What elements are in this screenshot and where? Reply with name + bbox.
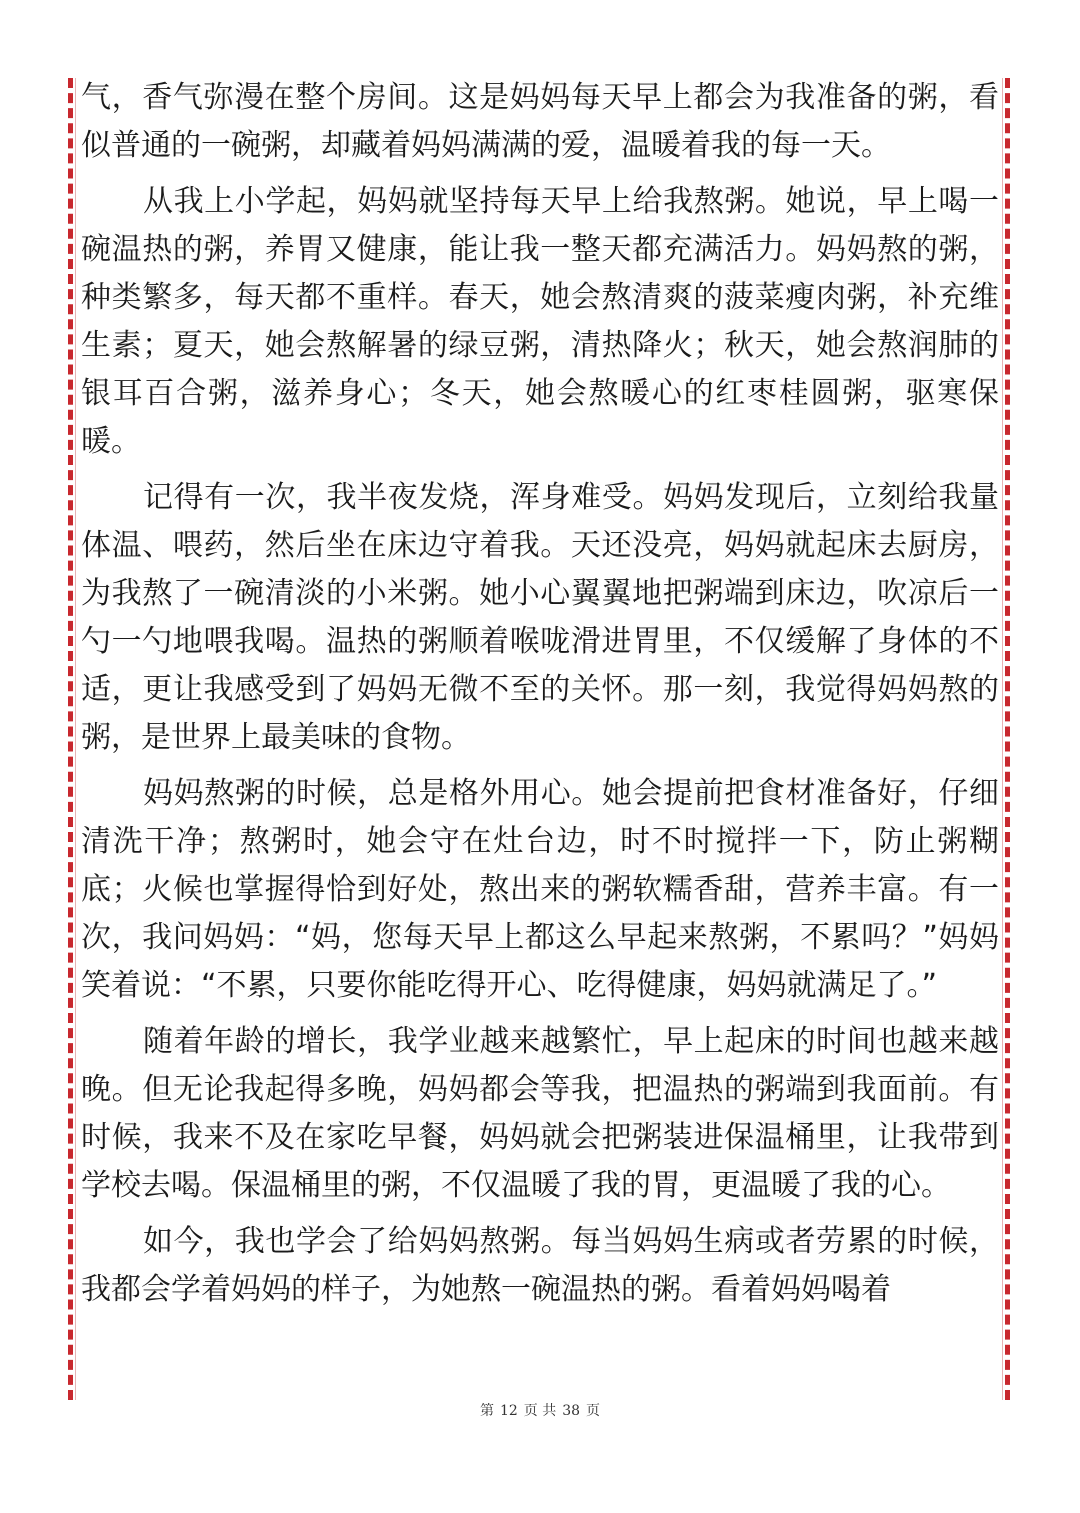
paragraph-2: 从我上小学起，妈妈就坚持每天早上给我熬粥。她说，早上喝一碗温热的粥，养胃又健康，能让我一整天都充满活力。妈妈熬的粥，种类繁多，每天都不重样。春天，她会熬清爽的菠菜瘦肉粥，补充维生素；夏天，她会熬解暑的绿豆粥，清热降火；秋天，她会熬润肺的银耳百合粥，滋养身心；冬天，她会熬暖心的红枣桂圆粥，驱寒保暖。 [81,184,999,459]
total-page-number: 38 [562,1403,581,1419]
paragraph-1: 气，香气弥漫在整个房间。这是妈妈每天早上都会为我准备的粥，看似普通的一碗粥，却藏着妈妈满满的爱，温暖着我的每一天。 [81,80,999,163]
paragraph-5: 随着年龄的增长，我学业越来越繁忙，早上起床的时间也越来越晚。但无论我起得多晚，妈妈都会等我，把温热的粥端到我面前。有时候，我来不及在家吃早餐，妈妈就会把粥装进保温桶里，让我带到学校去喝。保温桶里的粥，不仅温暖了我的胃，更温暖了我的心。 [81,1024,999,1203]
left-inner-border [75,78,76,1400]
paragraph-6: 如今，我也学会了给妈妈熬粥。每当妈妈生病或者劳累的时候，我都会学着妈妈的样子，为她熬一碗温热的粥。看着妈妈喝着 [81,1224,999,1307]
footer-suffix: 页 [586,1403,601,1419]
footer-middle: 页 共 [523,1403,557,1419]
essay-body [81,74,999,1322]
current-page-number: 12 [499,1403,518,1419]
right-inner-border [1002,78,1003,1400]
footer-prefix: 第 [479,1403,494,1419]
left-dashed-border [68,78,73,1400]
page-footer [0,1400,1080,1420]
right-dashed-border [1005,78,1010,1400]
paragraph-3: 记得有一次，我半夜发烧，浑身难受。妈妈发现后，立刻给我量体温、喂药，然后坐在床边守着我。天还没亮，妈妈就起床去厨房，为我熬了一碗清淡的小米粥。她小心翼翼地把粥端到床边，吹凉后一勺一勺地喂我喝。温热的粥顺着喉咙滑进胃里，不仅缓解了身体的不适，更让我感受到了妈妈无微不至的关怀。那一刻，我觉得妈妈熬的粥，是世界上最美味的食物。 [81,480,999,755]
paragraph-4: 妈妈熬粥的时候，总是格外用心。她会提前把食材准备好，仔细清洗干净；熬粥时，她会守在灶台边，时不时搅拌一下，防止粥糊底；火候也掌握得恰到好处，熬出来的粥软糯香甜，营养丰富。有一次，我问妈妈：“妈，您每天早上都这么早起来熬粥，不累吗？”妈妈笑着说：“不累，只要你能吃得开心、吃得健康，妈妈就满足了。” [81,776,999,1003]
